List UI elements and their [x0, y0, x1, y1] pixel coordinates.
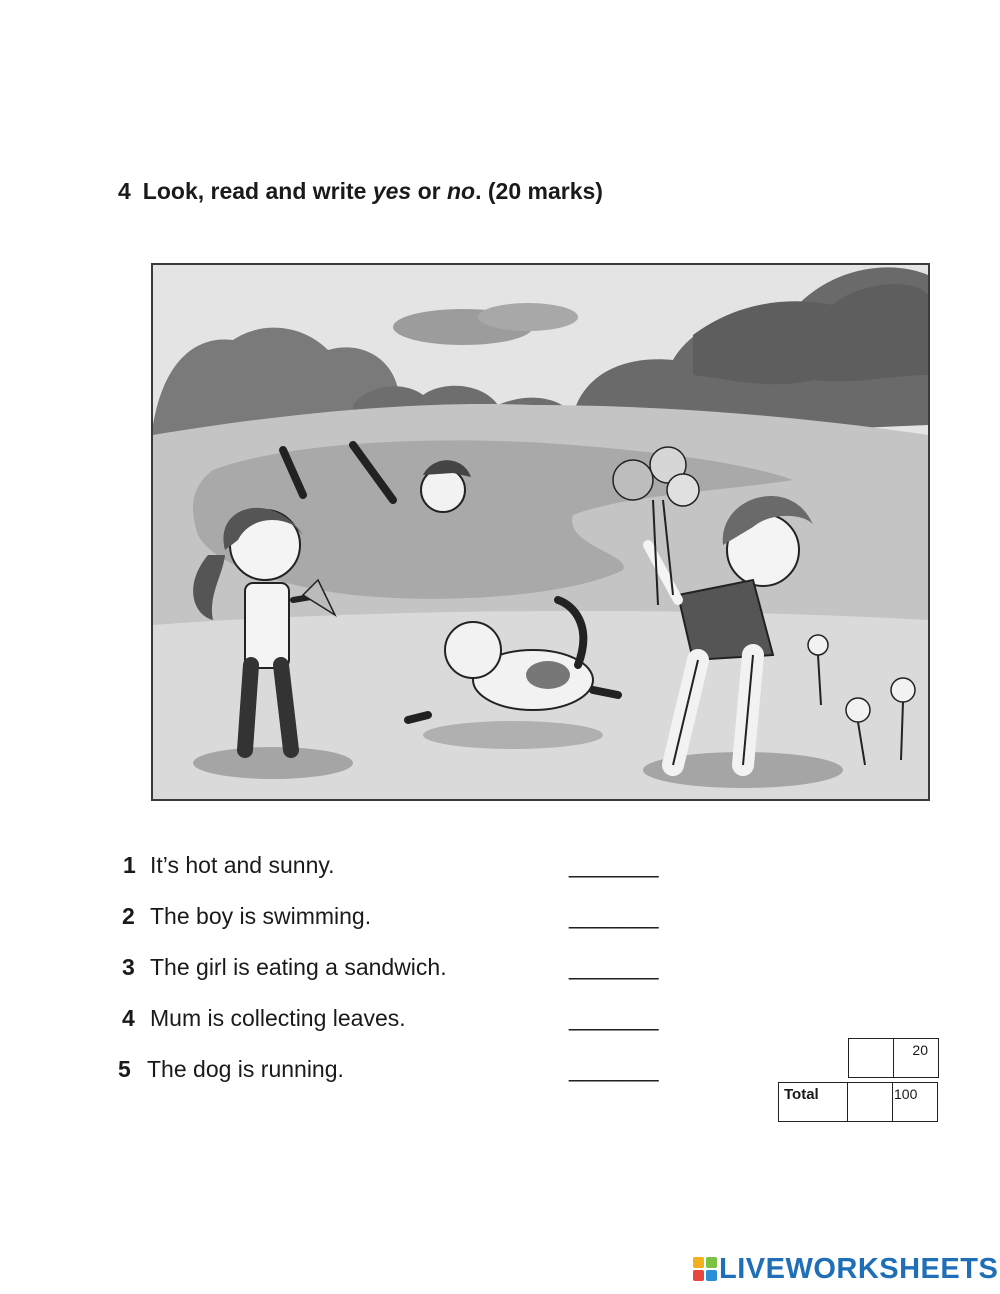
instruction-no: no: [447, 178, 476, 204]
dog-shadow: [423, 721, 603, 749]
ground-flower: [808, 635, 828, 655]
total-label-cell: [779, 1083, 848, 1122]
answer-blank[interactable]: _______: [569, 1056, 659, 1082]
question-text: The girl is eating a sandwich.: [150, 954, 447, 980]
park-scene-drawing: [153, 265, 928, 799]
question-text: Mum is collecting leaves.: [150, 1005, 406, 1031]
question-number: 4: [122, 1005, 135, 1031]
question-text: It’s hot and sunny.: [150, 852, 335, 878]
bouquet-flower: [667, 474, 699, 506]
section-max: 20: [912, 1042, 928, 1058]
instruction-part: or: [411, 178, 447, 204]
section-score-cell[interactable]: [849, 1039, 894, 1078]
total-max: 100: [894, 1086, 918, 1102]
question-text: The dog is running.: [147, 1056, 344, 1082]
exercise-heading: [118, 178, 603, 205]
ground-flower: [846, 698, 870, 722]
logo-text: LIVEWORKSHEETS: [719, 1252, 999, 1285]
section-score-table: [848, 1038, 939, 1078]
instruction-part: Look, read and write: [142, 178, 373, 204]
total-score-cell[interactable]: [848, 1083, 893, 1122]
total-score-table: [778, 1082, 938, 1122]
dog-spot: [526, 661, 570, 689]
dog-head: [445, 622, 501, 678]
park-illustration: [151, 263, 930, 801]
bouquet-flower: [613, 460, 653, 500]
girl-shirt: [245, 583, 289, 668]
cloud: [478, 303, 578, 331]
liveworksheets-logo: [693, 1254, 998, 1284]
answer-blank[interactable]: _______: [569, 852, 659, 878]
question-number: 3: [122, 954, 135, 980]
question-number: 1: [123, 852, 136, 878]
question-number: 5: [118, 1056, 131, 1082]
instruction-yes: yes: [372, 178, 412, 204]
logo-icon: [693, 1257, 717, 1281]
ground-flower: [891, 678, 915, 702]
question-number: 2: [122, 903, 135, 929]
girl-shadow: [193, 747, 353, 779]
answer-blank[interactable]: _______: [569, 903, 659, 929]
section-max-cell: [894, 1039, 939, 1078]
answer-blank[interactable]: _______: [569, 1005, 659, 1031]
exercise-number: 4: [118, 178, 131, 204]
question-text: The boy is swimming.: [150, 903, 372, 929]
total-label: Total: [784, 1086, 819, 1103]
instruction-part: . (20 marks): [475, 178, 603, 204]
answer-blank[interactable]: _______: [569, 954, 659, 980]
total-max-cell: [893, 1083, 938, 1122]
